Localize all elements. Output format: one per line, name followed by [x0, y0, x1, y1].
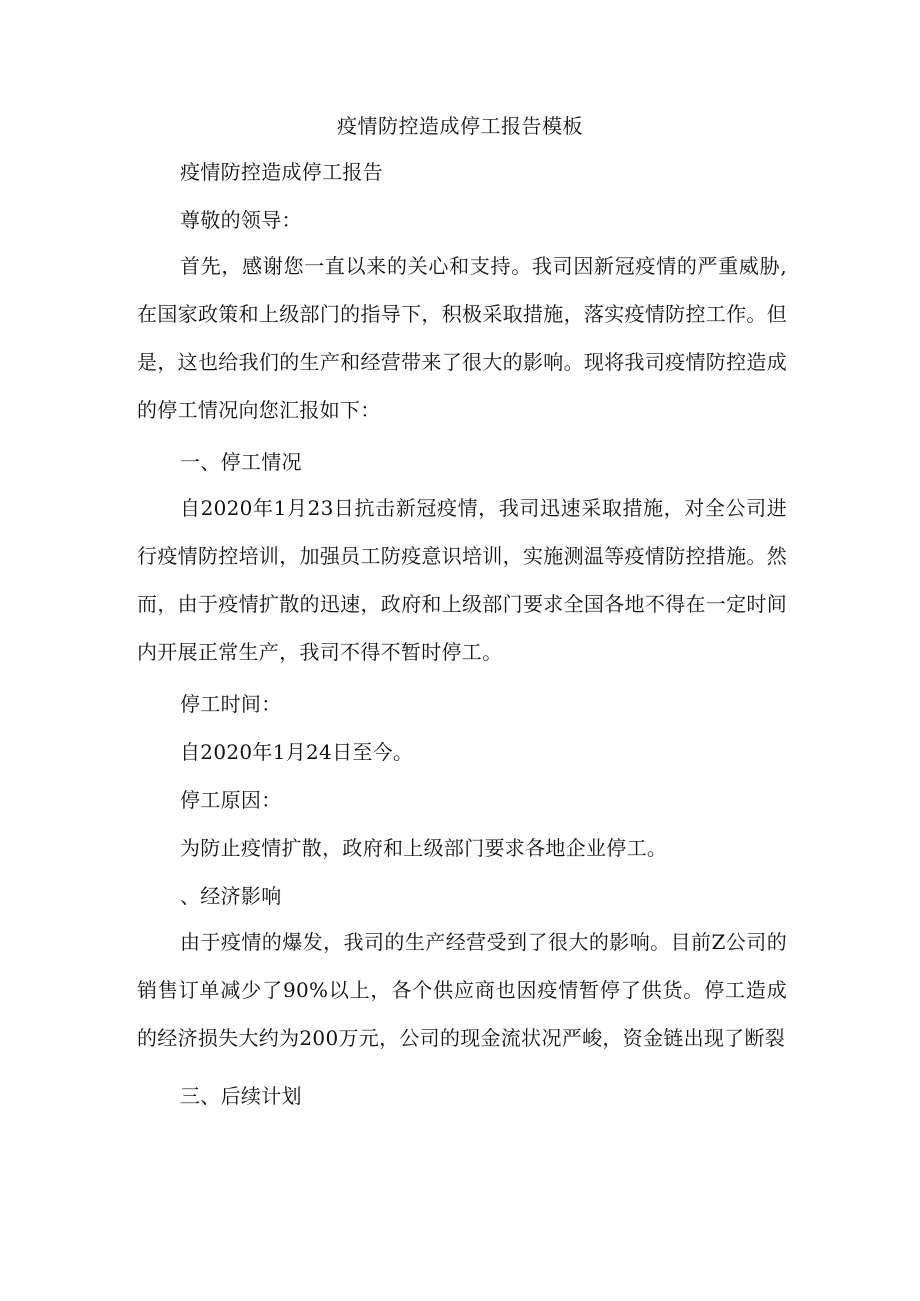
section-heading-economic: 、经济影响 [180, 884, 282, 908]
intro-paragraph: 首先，感谢您一直以来的关心和支持。我司因新冠疫情的严重威胁,在国家政策和上级部门的指导下，积极采取措施，落实疫情防控工作。但是，这也给我们的生产和经营带来了很大的影响。现将我司疫情防控造成的停工情况向您汇报如下： [137, 254, 787, 422]
stop-reason-label: 停工原因： [180, 788, 282, 812]
document-title: 疫情防控造成停工报告模板 [337, 114, 583, 138]
salutation: 尊敬的领导： [180, 208, 302, 232]
stoppage-paragraph: 自2020年1月23日抗击新冠疫情，我司迅速采取措施，对全公司进行疫情防控培训，加强员工防疫意识培训，实施测温等疫情防控措施。然而，由于疫情扩散的迅速，政府和上级部门要求全国各地不得在一定时间内开展正常生产，我司不得不暂时停工。 [137, 496, 787, 664]
stop-reason-value: 为防止疫情扩散，政府和上级部门要求各地企业停工。 [180, 836, 668, 860]
economic-impact-paragraph: 由于疫情的爆发，我司的生产经营受到了很大的影响。目前Z公司的销售订单减少了90%以上，各个供应商也因疫情暂停了供货。停工造成的经济损失大约为200万元，公司的现金流状况严峻，资金链出现了断裂 [137, 930, 787, 1050]
report-subtitle: 疫情防控造成停工报告 [180, 160, 383, 184]
stop-time-value: 自2020年1月24日至今。 [180, 740, 414, 764]
section-heading-plan: 三、后续计划 [180, 1084, 302, 1108]
stop-time-label: 停工时间： [180, 692, 282, 716]
section-heading-stoppage: 一、停工情况 [180, 450, 302, 474]
